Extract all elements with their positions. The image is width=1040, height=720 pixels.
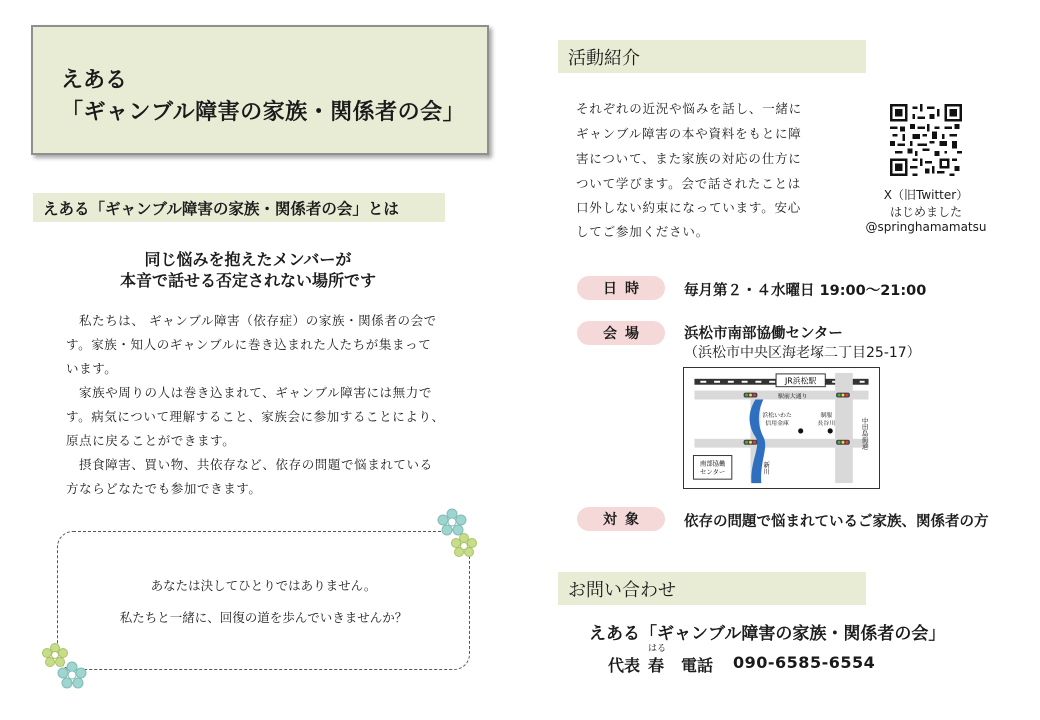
message-line-2: 私たちと一緒に、回復の道を歩んでいきませんか？	[119, 610, 408, 625]
map-place-marker	[828, 428, 833, 433]
paragraph-line: す。病気について理解すること、家族会に参加することにより、	[66, 409, 445, 424]
flower-decoration-top-icon	[436, 506, 484, 562]
activity-line: 害について、また家族の対応の仕方に	[576, 151, 802, 166]
map-road-label: 中田島街道	[860, 417, 869, 450]
map-center-label: 南部協働	[699, 459, 726, 468]
venue-label: 会場	[577, 321, 665, 345]
contact-heading: お問い合わせ	[558, 572, 866, 605]
venue-name: 浜松市南部協働センター	[684, 326, 843, 342]
title-line-2: 「ギャンブル障害の家族・関係者の会」	[61, 100, 466, 125]
social-started: はじめました	[889, 205, 962, 219]
message-box	[57, 531, 470, 670]
paragraph-line: 摂食障害、買い物、共依存など、依存の問題で悩まれている	[79, 457, 433, 472]
map-place-label: 制服	[820, 413, 833, 420]
contact-rep-ruby: はる	[647, 644, 666, 654]
paragraph-line: 私たちは、 ギャンブル障害（依存症）の家族・関係者の会で	[79, 313, 437, 328]
paragraph-line: 原点に戻ることができます。	[66, 433, 236, 448]
social-label: X（旧Twitter）	[883, 188, 969, 202]
activity-line: してご参加ください。	[576, 224, 710, 239]
map-river-label: 新川	[762, 461, 771, 475]
datetime-value: 毎月第２・４水曜日 19:00～21:00	[684, 283, 927, 299]
activity-line: 口外しない約束になっています。安心	[576, 200, 802, 215]
target-label: 対象	[577, 507, 665, 531]
map-bank-marker	[798, 428, 803, 433]
contact-rep-label: 代表	[608, 656, 641, 675]
about-heading: えある「ギャンブル障害の家族・関係者の会」とは	[33, 193, 445, 222]
map-station-label: JR浜松駅	[785, 376, 817, 386]
venue-map	[683, 367, 880, 489]
map-center-label: センター	[700, 468, 726, 477]
tagline-line-2: 本音で話せる否定されない場所です	[119, 271, 376, 290]
venue-address: （浜松市中央区海老塚二丁目25-17）	[684, 345, 921, 361]
qr-code-icon[interactable]	[890, 104, 962, 176]
map-bank-label: 浜松いわた	[762, 413, 792, 420]
social-handle[interactable]: @springhamamatsu	[865, 220, 987, 234]
contact-org: えある「ギャンブル障害の家族・関係者の会」	[589, 624, 946, 644]
target-value: 依存の問題で悩まれているご家族、関係者の方	[684, 514, 989, 530]
contact-phone[interactable]: 090-6585-6554	[733, 653, 876, 672]
title-box	[31, 25, 489, 155]
title-line-1: えある	[61, 68, 128, 93]
about-paragraph-2	[66, 381, 461, 453]
message-line-1: あなたは決してひとりではありません。	[150, 578, 377, 593]
paragraph-line: す。家族・知人のギャンブルに巻き込まれた人たちが集まって	[66, 337, 432, 352]
activity-heading: 活動紹介	[558, 40, 866, 73]
tagline-line-1: 同じ悩みを抱えたメンバーが	[144, 250, 352, 269]
activity-line: それぞれの近況や悩みを話し、一緒に	[576, 101, 803, 116]
contact-phone-label: 電話	[681, 656, 714, 675]
paragraph-line: 家族や周りの人は巻き込まれて、ギャンブル障害には無力で	[79, 385, 432, 400]
flower-decoration-bottom-icon	[42, 642, 90, 696]
about-paragraph-3	[66, 453, 461, 501]
paragraph-line: 方ならどなたでも参加できます。	[66, 481, 262, 496]
datetime-label: 日時	[577, 276, 665, 300]
activity-line: ギャンブル障害の本や資料をもとに障	[576, 126, 802, 141]
map-bank-label: 信用金庫	[765, 421, 789, 428]
paragraph-line: います。	[66, 361, 118, 376]
contact-rep-name: 春	[648, 656, 665, 675]
map-street-label: 駅前大通り	[778, 394, 808, 400]
about-paragraph-1	[66, 309, 461, 381]
map-road-vertical	[835, 373, 853, 483]
map-place-label: 長谷川	[817, 421, 836, 428]
activity-line: ついて学びます。会で話されたことは	[576, 176, 802, 191]
